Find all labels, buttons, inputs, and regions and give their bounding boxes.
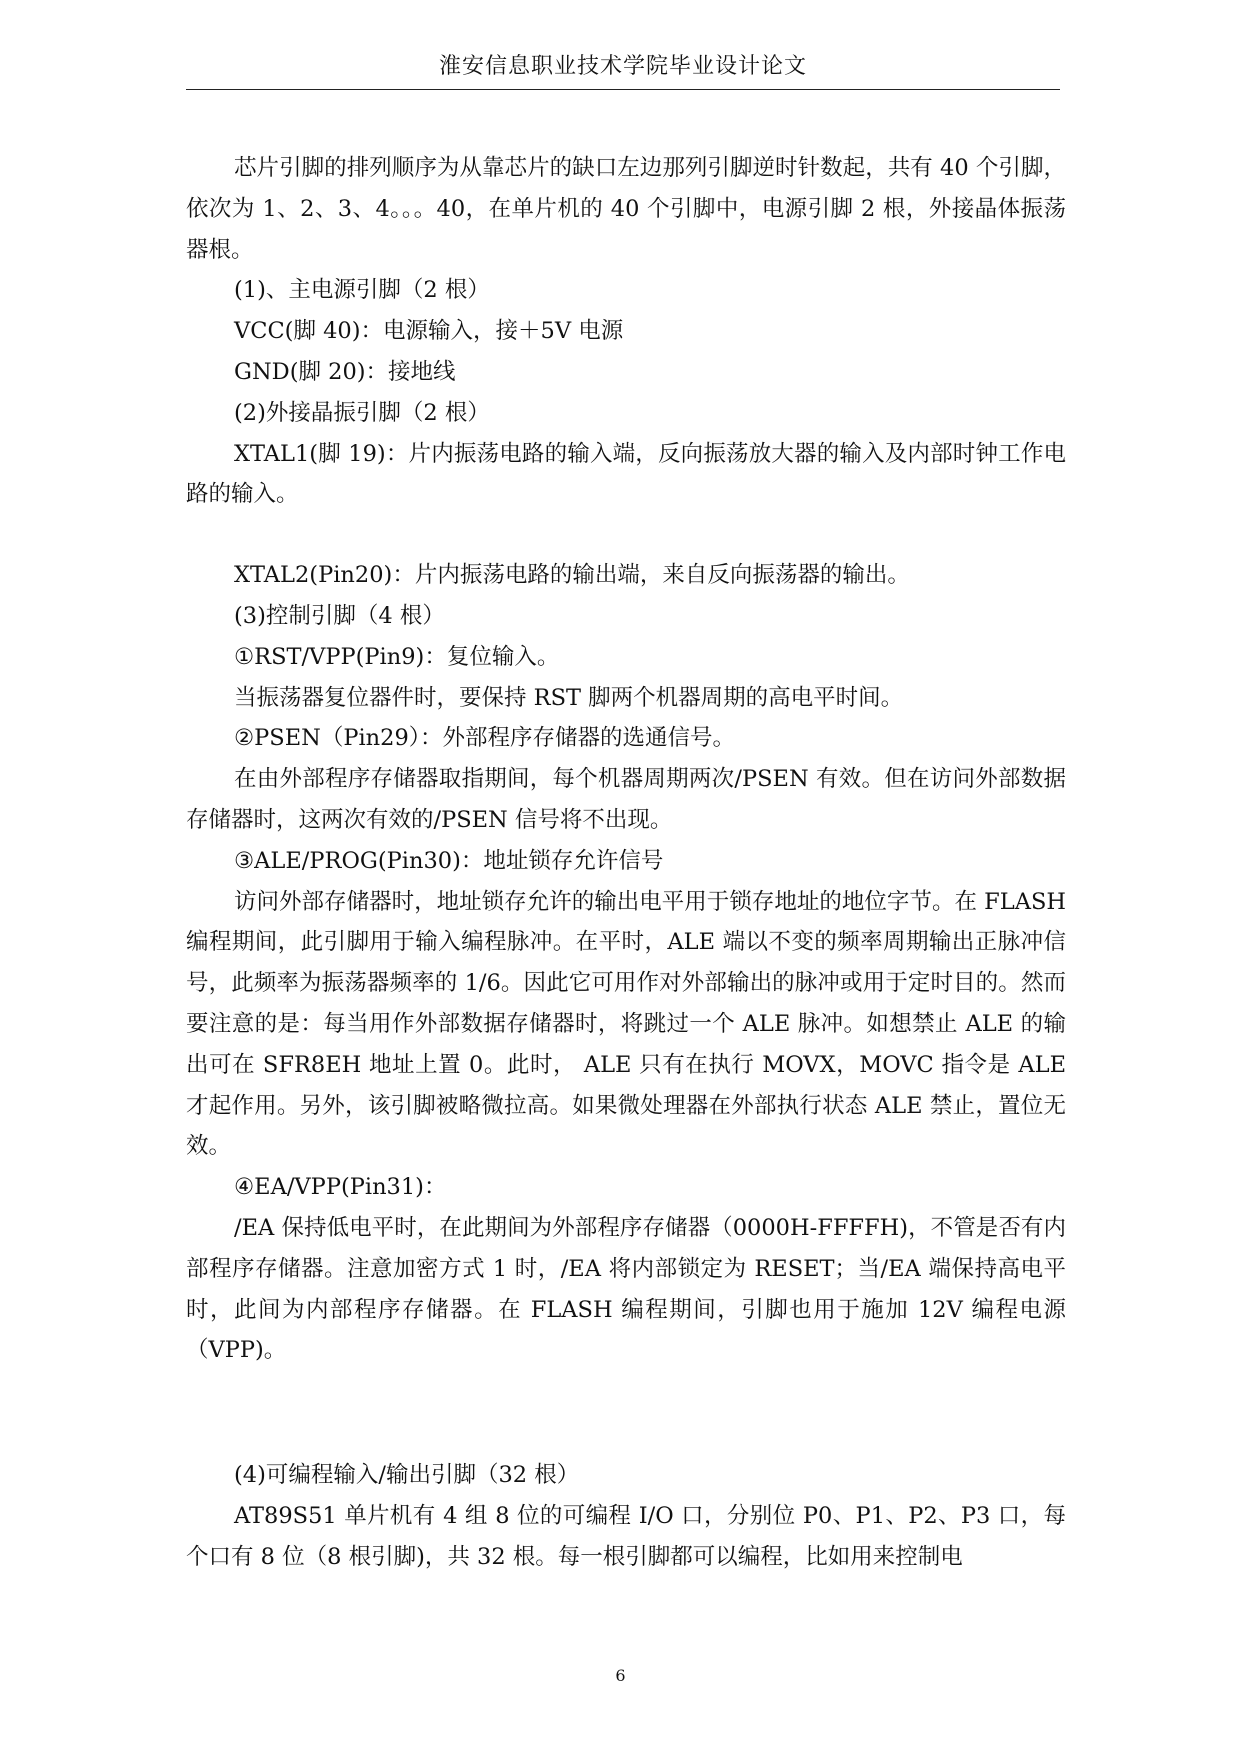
paragraph-xtal1: XTAL1(脚 19)：片内振荡电路的输入端，反向振荡放大器的输入及内部时钟工作电路的输入。 [186, 440, 1066, 508]
blank-lines [186, 1371, 1066, 1455]
paragraph-rst: ①RST/VPP(Pin9)：复位输入。 [234, 643, 560, 670]
paragraph-psen-detail: 在由外部程序存储器取指期间，每个机器周期两次/PSEN 有效。但在访问外部数据存储器时，这两次有效的/PSEN 信号将不出现。 [186, 766, 1066, 833]
paragraph-ea: ④EA/VPP(Pin31)： [234, 1174, 447, 1201]
page-number: 6 [615, 1666, 626, 1685]
paragraph-pin-order: 芯片引脚的排列顺序为从靠芯片的缺口左边那列引脚逆时针数起，共有 40 个引脚，依次为 1、2、3、4。。。40，在单片机的 40 个引脚中，电源引脚 2 根，外接晶体振荡器根。 [186, 155, 1066, 263]
header-rule [186, 89, 1060, 90]
blank-line [186, 515, 1066, 555]
page-header: 淮安信息职业技术学院毕业设计论文 [438, 54, 807, 79]
paragraph-vcc: VCC(脚 40)：电源输入，接＋5V 电源 [234, 318, 624, 345]
paragraph-gnd: GND(脚 20)：接地线 [234, 358, 456, 385]
heading-crystal-pins: (2)外接晶振引脚（2 根） [234, 399, 490, 426]
paragraph-ea-detail: /EA 保持低电平时，在此期间为外部程序存储器（0000H-FFFFH)，不管是否有内部程序存储器。注意加密方式 1 时，/EA 将内部锁定为 RESET；当/EA 端保持高电平时，此间为内部程序存储器。在 FLASH 编程期间，引脚也用于施加 12V 编程电源（VPP)。 [186, 1214, 1066, 1364]
paragraph-io-ports: AT89S51 单片机有 4 组 8 位的可编程 I/O 口，分别位 P0、P1、P2、P3 口，每个口有 8 位（8 根引脚)，共 32 根。每一根引脚都可以编程，比如用来控制电 [186, 1502, 1066, 1570]
heading-control-pins: (3)控制引脚（4 根） [234, 602, 445, 629]
heading-power-pins: (1)、主电源引脚（2 根） [234, 277, 490, 304]
paragraph-psen: ②PSEN（Pin29）：外部程序存储器的选通信号。 [234, 725, 736, 752]
page-body [186, 148, 1066, 1578]
paragraph-ale: ③ALE/PROG(Pin30)：地址锁存允许信号 [234, 847, 664, 874]
heading-io-pins: (4)可编程输入/输出引脚（32 根） [234, 1462, 580, 1489]
paragraph-ale-detail: 访问外部存储器时，地址锁存允许的输出电平用于锁存地址的地位字节。在 FLASH 编程期间，此引脚用于输入编程脉冲。在平时，ALE 端以不变的频率周期输出正脉冲信号，此频率为振荡器频率的 1/6。因此它可用作对外部输出的脉冲或用于定时目的。然而要注意的是：每当用作外部数据存储器时，将跳过一个 ALE 脉冲。如想禁止 ALE 的输出可在 SFR8EH 地址上置 0。此时， ALE 只有在执行 MOVX，MOVC 指令是 ALE 才起作用。另外，该引脚被略微拉高。如果微处理器在外部执行状态 ALE 禁止，置位无效。 [186, 888, 1066, 1160]
paragraph-xtal2: XTAL2(Pin20)：片内振荡电路的输出端，来自反向振荡器的输出。 [234, 562, 910, 589]
paragraph-rst-detail: 当振荡器复位器件时，要保持 RST 脚两个机器周期的高电平时间。 [234, 684, 904, 711]
